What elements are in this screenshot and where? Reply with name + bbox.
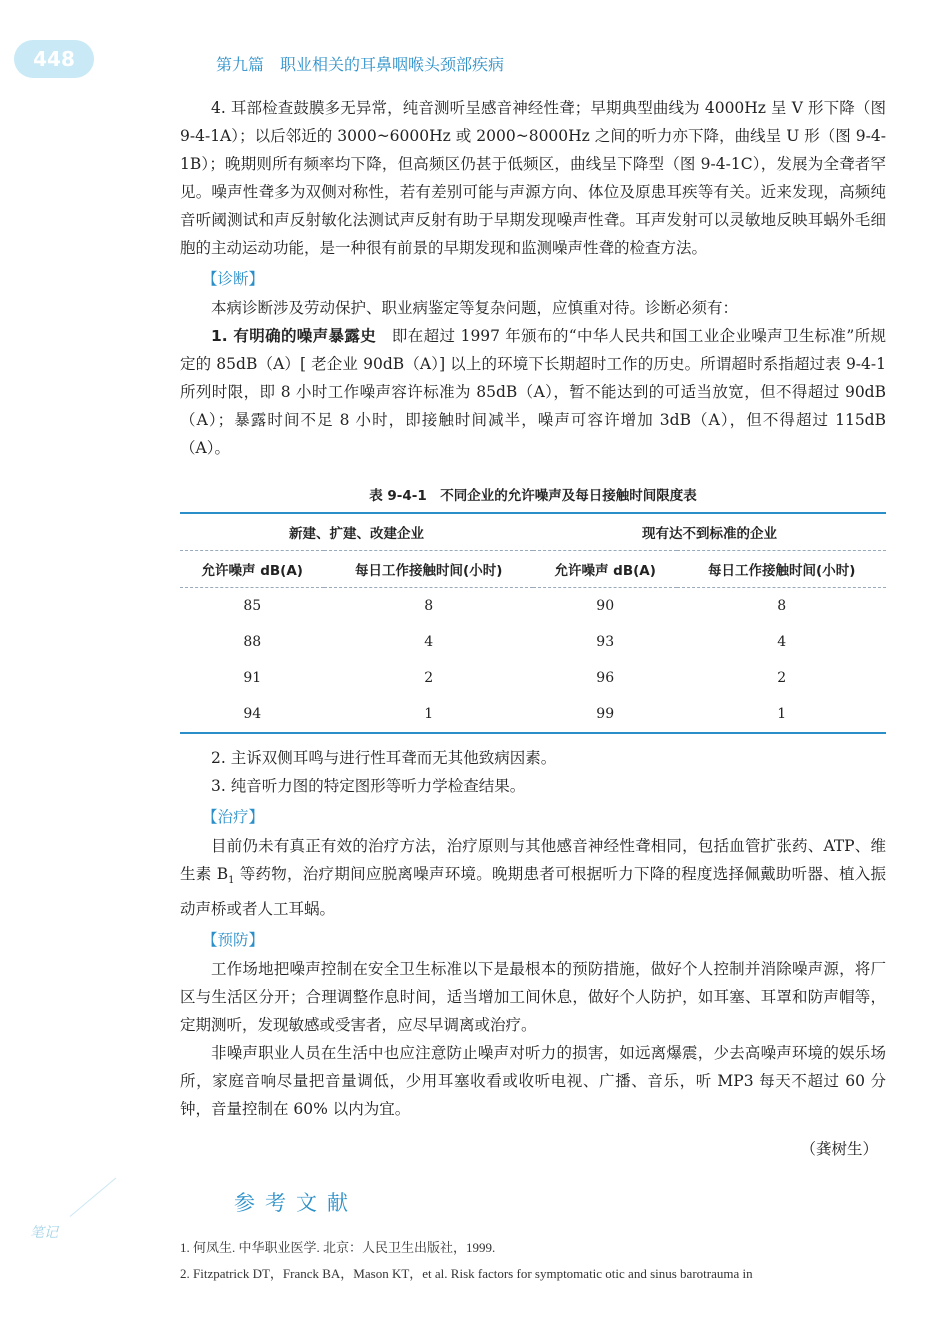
table-cell: 4 bbox=[424, 634, 434, 650]
prevention-heading: 【预防】 bbox=[202, 931, 265, 950]
group-existing-enterprise: 现有达不到标准的企业 bbox=[533, 513, 886, 551]
noise-limit-table bbox=[180, 512, 886, 734]
group-new-enterprise: 新建、扩建、改建企业 bbox=[180, 513, 533, 551]
table-cell: 90 bbox=[596, 598, 615, 614]
col-noise-new: 允许噪声 dB(A) bbox=[180, 551, 324, 588]
table-row bbox=[180, 624, 886, 660]
col-noise-existing: 允许噪声 dB(A) bbox=[533, 551, 677, 588]
prevention-paragraph-1: 工作场地把噪声控制在安全卫生标准以下是最根本的预防措施，做好个人控制并消除噪声源，将厂区与生活区分开；合理调整作息时间，适当增加工间休息，做好个人防护，如耳塞、耳罩和防声帽等，定期测听，发现敏感或受害者，应尽早调离或治疗。 bbox=[180, 960, 886, 1035]
table-cell: 85 bbox=[243, 598, 262, 614]
author-signature: （龚树生） bbox=[800, 1140, 878, 1159]
table-cell: 8 bbox=[424, 598, 434, 614]
table-row bbox=[180, 696, 886, 733]
reference-item: 1. 何凤生. 中华职业医学. 北京：人民卫生出版社，1999. bbox=[180, 1240, 496, 1256]
table-cell: 94 bbox=[243, 706, 262, 722]
margin-note-line bbox=[70, 1178, 117, 1217]
treatment-text-a: 目前仍未有真正有效的治疗方法，治疗原则与其他感音神经性聋相同，包括血管扩张药、ATP、维生素 B bbox=[180, 837, 886, 883]
prevention-paragraph-2: 非噪声职业人员在生活中也应注意防止噪声对听力的损害，如远离爆震，少去高噪声环境的娱乐场所，家庭音响尽量把音量调低，少用耳塞收看或收听电视、广播、音乐，听 MP3 每天不超过 60 分钟，音量控制在 60% 以内为宜。 bbox=[180, 1044, 886, 1119]
table-column-header-row bbox=[180, 551, 886, 588]
vitamin-subscript: 1 bbox=[228, 875, 235, 887]
col-hours-new: 每日工作接触时间(小时) bbox=[324, 551, 533, 588]
treatment-paragraph bbox=[180, 832, 886, 923]
page-number-badge: 448 bbox=[14, 40, 94, 78]
reference-item: 2. Fitzpatrick DT，Franck BA，Mason KT，et al. Risk factors for symptomatic otic and sinus barotrauma in bbox=[180, 1266, 753, 1282]
table-cell: 2 bbox=[424, 670, 434, 686]
table-cell: 96 bbox=[596, 670, 615, 686]
table-row bbox=[180, 660, 886, 696]
ear-exam-paragraph: 4. 耳部检查鼓膜多无异常，纯音测听呈感音神经性聋；早期典型曲线为 4000Hz 呈 V 形下降（图 9-4-1A）；以后邻近的 3000~6000Hz 或 2000~8000Hz 之间的听力亦下降，曲线呈 U 形（图 9-4-1B）；晚期则所有频率均下降，但高频区仍甚于低频区，曲线呈下降型（图 9-4-1C），发展为全聋者罕见。噪声性聋多为双侧对称性，若有差别可能与声源方向、体位及原患耳疾等有关。近来发现，高频纯音听阈测试和声反射敏化法测试声反射有助于早期发现噪声性聋。耳声发射可以灵敏地反映耳蜗外毛细胞的主动运动功能，是一种很有前景的早期发现和监测噪声性聋的检查方法。 bbox=[180, 99, 886, 257]
diagnosis-item-1-text: 即在超过 1997 年颁布的“中华人民共和国工业企业噪声卫生标准”所规定的 85dB（A）[ 老企业 90dB（A）] 以上的环境下长期超时工作的历史。所谓超时系指超过表 9-4-1 所列时限，即 8 小时工作噪声容许标准为 85dB（A），暂不能达到的可适当放宽，但不得超过 90dB（A）；暴露时间不足 8 小时，即接触时间减半，噪声可容许增加 3dB（A），但不得超过 115dB（A）。 bbox=[180, 327, 886, 457]
col-hours-existing: 每日工作接触时间(小时) bbox=[677, 551, 886, 588]
page-content bbox=[180, 94, 886, 1287]
references-title: 参考文献 bbox=[234, 1191, 358, 1216]
table-group-header-row bbox=[180, 513, 886, 551]
references-list bbox=[180, 1235, 886, 1287]
table-cell: 88 bbox=[243, 634, 262, 650]
diagnosis-item-1 bbox=[180, 322, 886, 462]
chapter-title: 第九篇 职业相关的耳鼻咽喉头颈部疾病 bbox=[216, 55, 505, 74]
diagnosis-item-3: 3. 纯音听力图的特定图形等听力学检查结果。 bbox=[211, 777, 526, 795]
table-cell: 99 bbox=[596, 706, 615, 722]
table-cell: 8 bbox=[777, 598, 787, 614]
table-cell: 1 bbox=[777, 706, 787, 722]
diagnosis-heading: 【诊断】 bbox=[202, 270, 265, 288]
diagnosis-intro: 本病诊断涉及劳动保护、职业病鉴定等复杂问题，应慎重对待。诊断必须有： bbox=[211, 299, 739, 317]
table-cell: 91 bbox=[243, 670, 262, 686]
table-cell: 1 bbox=[424, 706, 434, 722]
table-cell: 2 bbox=[777, 670, 787, 686]
diagnosis-item-1-label: 1. 有明确的噪声暴露史 bbox=[211, 327, 377, 345]
treatment-heading: 【治疗】 bbox=[202, 808, 265, 826]
table-row bbox=[180, 588, 886, 625]
margin-note: 笔记 bbox=[30, 1225, 58, 1241]
table-cell: 93 bbox=[596, 634, 615, 650]
table-cell: 4 bbox=[777, 634, 787, 650]
table-caption: 表 9-4-1 不同企业的允许噪声及每日接触时间限度表 bbox=[369, 488, 697, 504]
treatment-text-b: 等药物，治疗期间应脱离噪声环境。晚期患者可根据听力下降的程度选择佩戴助听器、植入振动声桥或者人工耳蜗。 bbox=[180, 865, 886, 919]
diagnosis-item-2: 2. 主诉双侧耳鸣与进行性耳聋而无其他致病因素。 bbox=[211, 749, 557, 767]
